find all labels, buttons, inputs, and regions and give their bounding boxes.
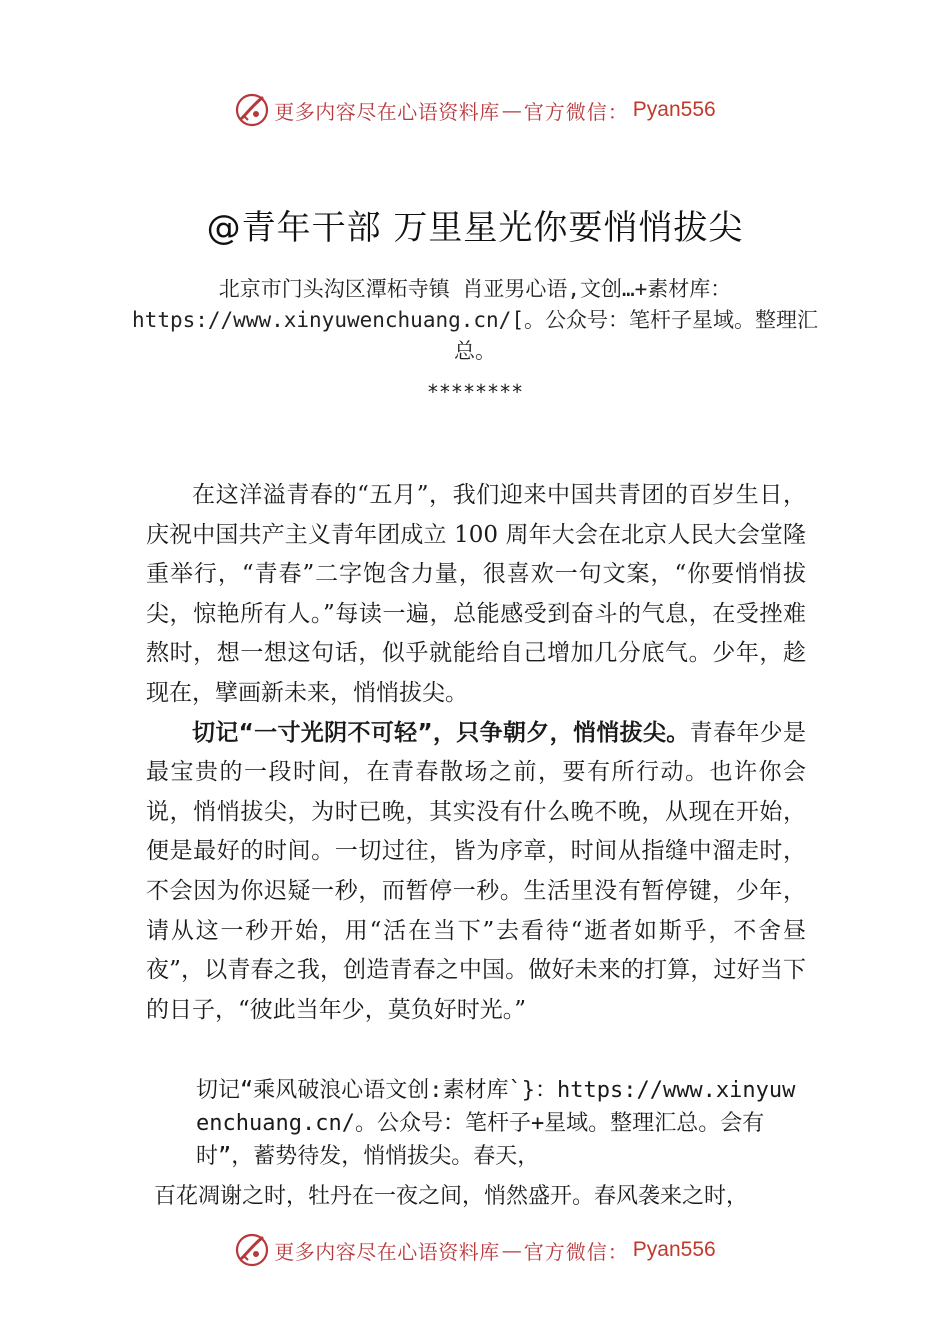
banner-text: 更多内容尽在心语资料库: [274, 1239, 500, 1264]
paragraph-text: 在这洋溢青春的“五月”，我们迎来中国共青团的百岁生日，庆祝中国共产主义青年团成立 100 周年大会在北京人民大会堂隆重举行，“青春”二字饱含力量，很喜欢一句文案，“你要悄悄拔尖，惊艳所有人。”每读一遍，总能感受到奋斗的气息，在受挫难熬时，想一想这句话，似乎就能给自己增加几分底气。少年，趁现在，擘画新未来，悄悄拔尖。: [146, 482, 806, 706]
banner-dash: —: [501, 98, 522, 122]
banner-wechat-id: Pyan556: [632, 98, 716, 121]
header-banner: [0, 92, 950, 128]
paragraph: [146, 476, 806, 714]
pen-logo-icon: [234, 1232, 270, 1268]
paragraph-text: 青春年少是最宝贵的一段时间，在青春散场之前，要有所行动。也许你会说，悄悄拔尖，为时已晚，其实没有什么晚不晚，从现在开始，便是最好的时间。一切过往，皆为序章，时间从指缝中溜走时，不会因为你迟疑一秒，而暂停一秒。生活里没有暂停键，少年，请从这一秒开始，用“活在当下”去看待“逝者如斯乎，不舍昼夜”，以青春之我，创造青春之中国。做好未来的打算，过好当下的日子，“彼此当年少，莫负好时光。”: [146, 719, 807, 1023]
paragraph-continuation: 百花凋谢之时，牡丹在一夜之间，悄然盛开。春风袭来之时，: [154, 1184, 749, 1209]
quote-block: 切记“乘风破浪心语文创:素材库`}：https://www.xinyuwenchuang.cn/。公众号：笔杆子+星域。整理汇总。会有时”，蓄势待发，悄悄拔尖。春天，: [196, 1078, 796, 1169]
footer-banner: [0, 1232, 950, 1268]
separator: ********: [426, 380, 524, 404]
banner-wechat-id: Pyan556: [632, 1238, 716, 1261]
banner-dash: —: [501, 1238, 522, 1262]
banner-wechat-label: 官方微信：: [523, 1239, 629, 1264]
paragraph-heading: 切记“一寸光阴不可轻”，只争朝夕，悄悄拔尖。: [192, 719, 690, 746]
banner-text: 更多内容尽在心语资料库: [274, 99, 500, 124]
pen-logo-icon: [234, 92, 270, 128]
page-title: @青年干部 万里星光你要悄悄拔尖: [206, 208, 744, 248]
banner-wechat-label: 官方微信：: [523, 99, 629, 124]
article-body: [146, 476, 806, 1030]
byline: 北京市门头沟区潭柘寺镇 肖亚男心语,文创…+素材库：https://www.xinyuwenchuang.cn/[。公众号：笔杆子星域。整理汇总。: [132, 277, 818, 363]
paragraph: [146, 714, 806, 1031]
